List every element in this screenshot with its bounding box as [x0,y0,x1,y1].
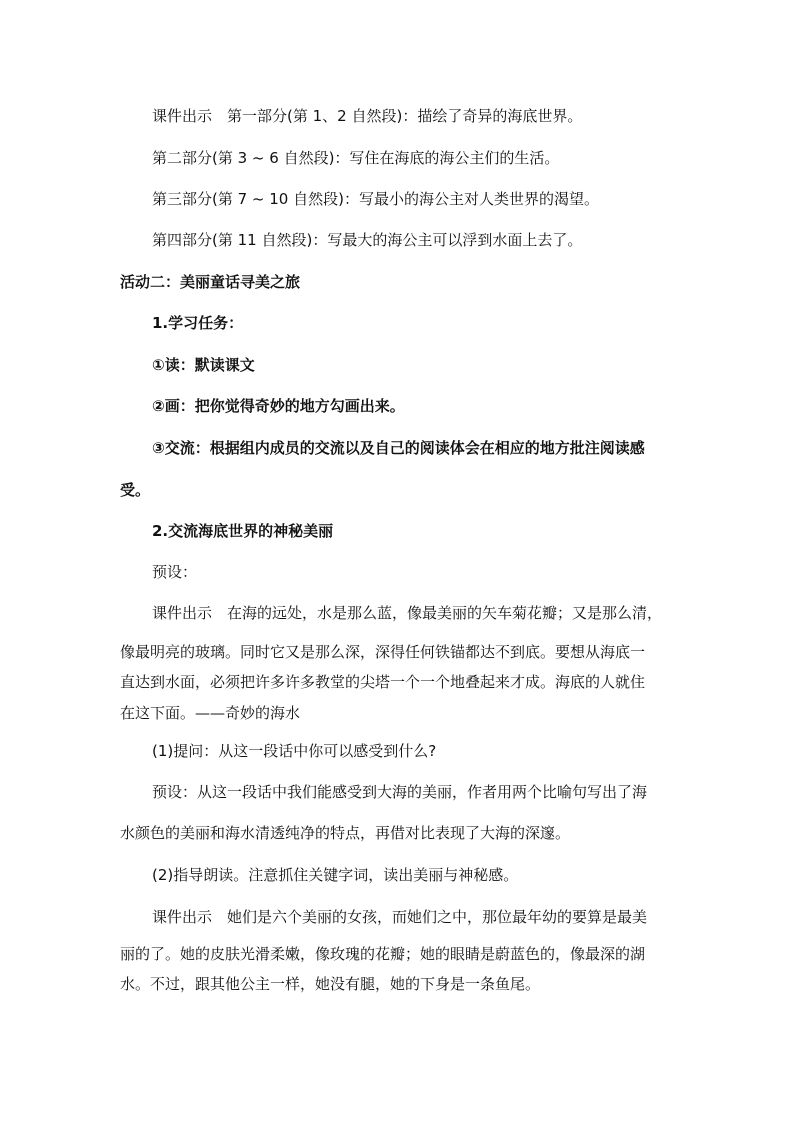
preset-label: 预设： [152,563,198,581]
outline-part-3: 第三部分(第 7 ~ 10 自然段)：写最小的海公主对人类世界的渴望。 [152,190,599,208]
task-title: 1.学习任务： [152,314,244,332]
task-draw: ②画：把你觉得奇妙的地方勾画出来。 [152,397,405,415]
question-1: (1)提问：从这一段话中你可以感受到什么? [152,742,437,760]
quote-2-line-3: 水。不过，跟其他公主一样，她没有腿，她的下身是一条鱼尾。 [120,975,541,993]
outline-part-4: 第四部分(第 11 自然段)：写最大的海公主可以浮到水面上去了。 [152,231,583,249]
quote-2-line-1: 课件出示 她们是六个美丽的女孩，而她们之中，那位最年幼的要算是最美 [152,908,648,926]
quote-2-line-2: 丽的了。她的皮肤光滑柔嫩，像玫瑰的花瓣；她的眼睛是蔚蓝色的，像最深的湖 [120,945,646,963]
outline-part-2: 第二部分(第 3 ~ 6 自然段)：写住在海底的海公主们的生活。 [152,149,560,167]
answer-1-line-1: 预设：从这一段话中我们能感受到大海的美丽，作者用两个比喻句写出了海 [152,783,648,801]
quote-1-line-1: 课件出示 在海的远处，水是那么蓝，像最美丽的矢车菊花瓣；又是那么清， [152,604,663,622]
section-title: 2.交流海底世界的神秘美丽 [152,522,334,540]
task-read: ①读：默读课文 [152,356,255,374]
question-2: (2)指导朗读。注意抓住关键字词，读出美丽与神秘感。 [152,866,519,884]
quote-1-line-3: 直达到水面，必须把许多许多教堂的尖塔一个一个地叠起来才成。海底的人就住 [120,673,646,691]
outline-part-1: 课件出示 第一部分(第 1、2 自然段)：描绘了奇异的海底世界。 [152,107,583,125]
quote-1-line-4: 在这下面。——奇妙的海水 [120,704,301,722]
task-share-line-2: 受。 [120,481,151,499]
task-share-line-1: ③交流：根据组内成员的交流以及自己的阅读体会在相应的地方批注阅读感 [152,439,645,457]
activity-heading: 活动二：美丽童话寻美之旅 [120,273,301,291]
quote-1-line-2: 像最明亮的玻璃。同时它又是那么深，深得任何铁锚都达不到底。要想从海底一 [120,643,646,661]
answer-1-line-2: 水颜色的美丽和海水清透纯净的特点，再借对比表现了大海的深邃。 [120,824,571,842]
